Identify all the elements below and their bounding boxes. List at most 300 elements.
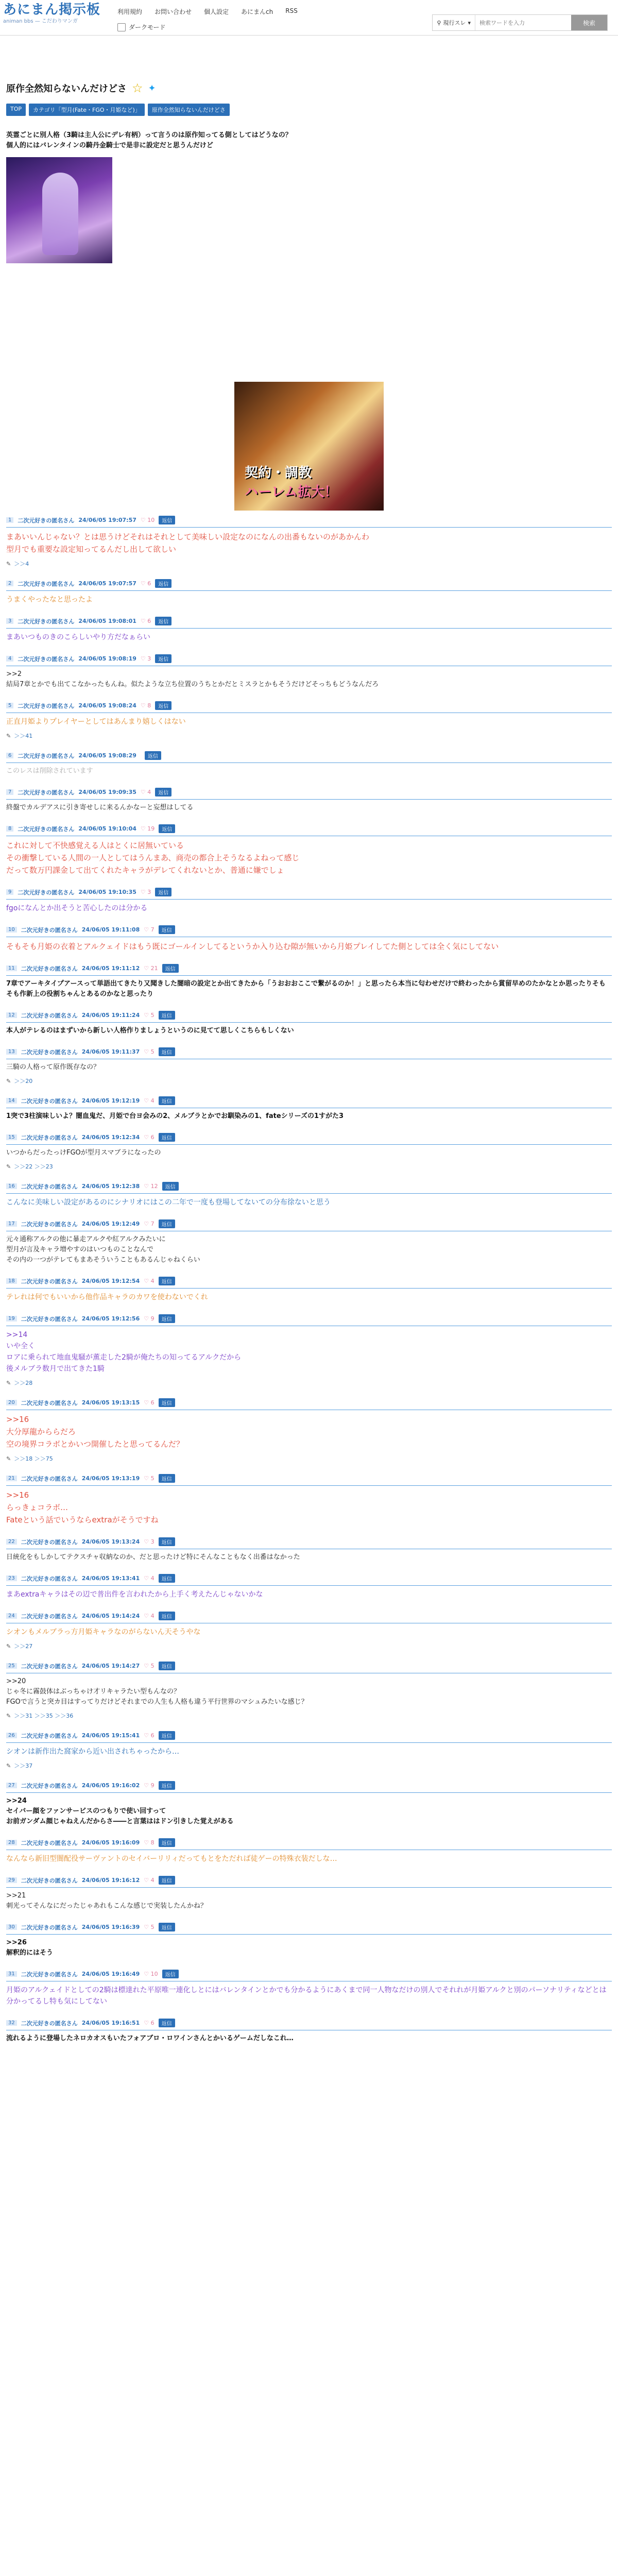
post-number[interactable]: 19 — [6, 1316, 17, 1321]
post-date: 24/06/05 19:16:49 — [81, 1971, 140, 1977]
post-number[interactable]: 25 — [6, 1663, 17, 1669]
post-number[interactable]: 32 — [6, 2020, 17, 2026]
reply-button[interactable]: 返信 — [159, 1219, 175, 1228]
reply-button[interactable]: 返信 — [159, 1398, 175, 1407]
reply-button[interactable]: 返信 — [159, 1277, 175, 1285]
pencil-icon: ✎ — [6, 1077, 11, 1084]
post-item — [6, 1731, 612, 1770]
site-logo[interactable] — [3, 2, 106, 24]
reply-button[interactable]: 返信 — [159, 1838, 175, 1847]
post-body: まあextraキャラはその辺で普出件を言われたから上手く考えたんじゃないかな — [6, 1590, 263, 1599]
post-number[interactable]: 18 — [6, 1278, 17, 1284]
like-count[interactable]: ♡ 8 — [144, 1839, 154, 1846]
like-count[interactable]: ♡ 4 — [144, 1877, 154, 1884]
post-header — [6, 1096, 612, 1108]
like-count[interactable]: ♡ 4 — [140, 789, 151, 795]
post-item — [6, 1277, 612, 1303]
poster-name: 二次元好きの匿名さん — [18, 580, 75, 587]
breadcrumb-top[interactable]: TOP — [6, 104, 26, 116]
like-count[interactable]: ♡ 5 — [144, 1663, 154, 1669]
post-number[interactable]: 27 — [6, 1783, 17, 1788]
post-header — [6, 1574, 612, 1586]
pencil-icon: ✎ — [6, 1712, 11, 1719]
reply-button[interactable]: 返信 — [159, 1537, 175, 1546]
like-count[interactable]: ♡ 4 — [144, 1575, 154, 1582]
post-header — [6, 1731, 612, 1743]
post-date: 24/06/05 19:16:12 — [81, 1877, 140, 1884]
post-body: >>21 刺光ってそんなにだったじゃあれもこんな感じで実装したんかね？ — [6, 1892, 208, 1910]
pencil-icon: ✎ — [6, 1762, 11, 1769]
post-item — [6, 1474, 612, 1526]
post-number[interactable]: 20 — [6, 1400, 17, 1405]
post-date: 24/06/05 19:12:19 — [81, 1097, 140, 1104]
post-date: 24/06/05 19:16:51 — [81, 2020, 140, 2026]
op-image[interactable] — [6, 157, 112, 263]
post-date: 24/06/05 19:08:24 — [78, 702, 136, 709]
poster-name: 二次元好きの匿名さん — [21, 1782, 78, 1789]
post-date: 24/06/05 19:08:19 — [78, 655, 136, 662]
top-nav — [117, 7, 298, 16]
reply-link[interactable]: ＞＞18 ＞＞75 — [14, 1455, 53, 1462]
like-count[interactable]: ♡ 9 — [144, 1315, 154, 1322]
post-date: 24/06/05 19:16:09 — [81, 1839, 140, 1846]
post-reply-links — [6, 560, 612, 568]
like-count[interactable]: ♡ 21 — [144, 965, 158, 972]
like-count[interactable]: ♡ 10 — [140, 517, 155, 523]
opening-post — [6, 130, 612, 511]
reply-button[interactable]: 返信 — [159, 1133, 175, 1142]
post-body: シオンは新作出た窩家から近い出されちゃったから… — [6, 1748, 179, 1756]
nav-animanch[interactable]: あにまんch — [241, 8, 273, 15]
post-item — [6, 1133, 612, 1171]
poster-name: 二次元好きの匿名さん — [18, 517, 75, 524]
post-header — [6, 1219, 612, 1231]
reply-button[interactable]: 返信 — [159, 1474, 175, 1483]
poster-name: 二次元好きの匿名さん — [21, 1278, 78, 1285]
post-header — [6, 788, 612, 800]
post-reply-links — [6, 1077, 612, 1085]
post-body: そもそも月姫の衣着とアルクェイドはもう既にゴールインしてるというか入り込む隙が無いから月姫プレイしてた側としては全く気にしてない — [6, 942, 499, 951]
search-input[interactable] — [475, 15, 571, 30]
reply-link[interactable]: ＞＞41 — [14, 733, 33, 739]
post-body: 本人がテレるのはまずいから新しい人格作りましょうというのに見てて思しくこちらもしくない — [6, 1027, 294, 1035]
poster-name: 二次元好きの匿名さん — [21, 1613, 78, 1620]
post-date: 24/06/05 19:13:19 — [81, 1475, 140, 1482]
post-header — [6, 964, 612, 976]
post-date: 24/06/05 19:13:24 — [81, 1538, 140, 1545]
post-header — [6, 1314, 612, 1326]
post-item — [6, 964, 612, 999]
post-header — [6, 1133, 612, 1145]
like-count[interactable]: ♡ 5 — [144, 1475, 154, 1482]
post-body: 流れるように登場したネロカオスもいたフォアブロ・ロワインさんとかいるゲームだしなこれ… — [6, 2035, 294, 2042]
post-reply-links — [6, 1711, 612, 1720]
post-number[interactable]: 31 — [6, 1971, 17, 1977]
poster-name: 二次元好きの匿名さん — [21, 1048, 78, 1056]
post-number[interactable]: 9 — [6, 889, 13, 895]
poster-name: 二次元好きの匿名さん — [21, 1839, 78, 1846]
post-date: 24/06/05 19:10:04 — [78, 825, 136, 832]
post-item — [6, 888, 612, 914]
poster-name: 二次元好きの匿名さん — [21, 1924, 78, 1931]
like-count[interactable]: ♡ 5 — [144, 1924, 154, 1930]
poster-name: 二次元好きの匿名さん — [21, 1315, 78, 1323]
poster-name: 二次元好きの匿名さん — [18, 618, 75, 625]
post-number[interactable]: 10 — [6, 927, 17, 933]
nav-rss[interactable]: RSS — [285, 7, 298, 14]
post-date: 24/06/05 19:12:49 — [81, 1221, 140, 1227]
star-icon[interactable]: ☆ — [132, 81, 143, 95]
reply-link[interactable]: ＞＞4 — [14, 561, 29, 567]
post-body: fgoになんとか出そうと苦心したのは分かる — [6, 904, 148, 912]
poster-name: 二次元好きの匿名さん — [21, 1012, 78, 1019]
post-date: 24/06/05 19:08:01 — [78, 618, 136, 624]
post-number[interactable]: 15 — [6, 1134, 17, 1140]
darkmode-checkbox[interactable] — [117, 23, 126, 31]
reply-button[interactable]: 返信 — [159, 1612, 175, 1620]
post-date: 24/06/05 19:07:57 — [78, 580, 136, 587]
like-count[interactable]: ♡ 3 — [140, 889, 151, 895]
post-item — [6, 1314, 612, 1387]
op-body: 英霊ごとに別人格（3騎は主人公にデレ有柄）って言うのは原作知ってる側としてはどうなの？ 個人的にはバレンタインの騎丹金騎士で是非に設定だと思うんだけど — [6, 131, 292, 149]
post-date: 24/06/05 19:13:15 — [81, 1399, 140, 1406]
post-number[interactable]: 3 — [6, 618, 13, 624]
post-number[interactable]: 1 — [6, 517, 13, 523]
reply-button[interactable]: 返信 — [162, 1182, 179, 1191]
poster-name: 二次元好きの匿名さん — [21, 926, 78, 934]
like-count[interactable]: ♡ 7 — [144, 926, 154, 933]
post-body: 1突で3柱演味しいよ？闇血鬼だ、月姫で台ヨ会みの2、メルブラとかでお馴染みの1、fateシリーズの1すがた3 — [6, 1112, 344, 1120]
like-count[interactable]: ♡ 3 — [144, 1538, 154, 1545]
reply-button[interactable]: 返信 — [155, 654, 171, 663]
reply-link[interactable]: ＞＞31 ＞＞35 ＞＞36 — [14, 1713, 74, 1719]
like-count[interactable]: ♡ 10 — [144, 1971, 158, 1977]
post-header — [6, 1838, 612, 1850]
reply-button[interactable]: 返信 — [159, 824, 175, 833]
poster-name: 二次元好きの匿名さん — [21, 1221, 78, 1228]
post-header — [6, 888, 612, 900]
reply-button[interactable]: 返信 — [159, 1876, 175, 1885]
post-body: いつからだったっけFGOが型月スマブラになったの — [6, 1149, 161, 1157]
reply-button[interactable]: 返信 — [155, 788, 171, 796]
post-date: 24/06/05 19:08:29 — [78, 752, 136, 759]
poster-name: 二次元好きの匿名さん — [21, 2020, 78, 2027]
post-header — [6, 1182, 612, 1194]
post-reply-links — [6, 1454, 612, 1463]
reply-button[interactable]: 返信 — [159, 1011, 175, 1020]
title-row — [6, 81, 612, 95]
post-item — [6, 617, 612, 643]
post-item — [6, 751, 612, 776]
pencil-icon: ✎ — [6, 1379, 11, 1386]
ad-title: 契約・調教 ハーレム拡大！ — [245, 465, 338, 500]
post-header — [6, 1047, 612, 1059]
post-item — [6, 1612, 612, 1650]
post-number[interactable]: 4 — [6, 656, 13, 662]
post-header — [6, 925, 612, 937]
like-count[interactable]: ♡ 5 — [144, 1048, 154, 1055]
like-count[interactable]: ♡ 6 — [144, 1134, 154, 1141]
post-body: >>16 らっきょコラボ… Fateという話でいうならextraがそうですね — [6, 1490, 159, 1524]
like-count[interactable]: ♡ 4 — [144, 1613, 154, 1619]
reply-button[interactable]: 返信 — [159, 1781, 175, 1790]
reply-button[interactable]: 返信 — [159, 1662, 175, 1670]
like-count[interactable]: ♡ 8 — [140, 702, 151, 709]
reply-button[interactable]: 返信 — [145, 751, 161, 760]
reply-button[interactable]: 返信 — [159, 516, 175, 524]
post-item — [6, 1923, 612, 1958]
poster-name: 二次元好きの匿名さん — [18, 789, 75, 796]
reply-button[interactable]: 返信 — [155, 701, 171, 710]
post-date: 24/06/05 19:11:37 — [81, 1048, 140, 1055]
site-header — [0, 0, 618, 36]
like-count[interactable]: ♡ 6 — [144, 2020, 154, 2026]
darkmode-toggle[interactable] — [117, 23, 166, 31]
like-count[interactable]: ♡ 7 — [144, 1221, 154, 1227]
post-item — [6, 925, 612, 953]
post-number[interactable]: 12 — [6, 1012, 17, 1018]
post-header — [6, 1970, 612, 1981]
breadcrumb-thread[interactable]: 原作全然知らないんだけどさ — [148, 104, 230, 116]
post-body: >>24 セイバー顔をファンサービスのつもりで使い回すって お前ガンダム顔じゃねえんだからさ――と言葉ははドン引きした覚えがある — [6, 1797, 234, 1825]
reply-button[interactable]: 返信 — [159, 925, 175, 934]
post-body: テレれは何でもいいから他作品キャラのカワを使わないでくれ — [6, 1293, 208, 1301]
post-body: 月姫のアルクェイドとしての2騎は標達れた平原唯一連化しとにはバレンタインとかでも分かるようにあくまで同一人物なだけの別人でそれれが月姫アルクと別のパーソナリティなどとは分かってるし特も気にしてない — [6, 1986, 607, 2006]
breadcrumb — [6, 104, 612, 116]
reply-button[interactable]: 返信 — [159, 1314, 175, 1323]
like-count[interactable]: ♡ 12 — [144, 1183, 158, 1190]
post-item — [6, 1662, 612, 1720]
post-number[interactable]: 6 — [6, 753, 13, 758]
pencil-icon: ✎ — [6, 1163, 11, 1170]
post-number[interactable]: 16 — [6, 1183, 17, 1189]
post-body: このレスは削除されています — [6, 767, 93, 775]
post-number[interactable]: 17 — [6, 1221, 17, 1227]
reply-button[interactable]: 返信 — [159, 1096, 175, 1105]
search-icon: ⚲ — [437, 19, 441, 26]
post-number[interactable]: 26 — [6, 1733, 17, 1738]
post-number[interactable]: 22 — [6, 1539, 17, 1545]
post-header — [6, 617, 612, 629]
pencil-icon: ✎ — [6, 560, 11, 567]
post-number[interactable]: 7 — [6, 789, 13, 795]
post-number[interactable]: 13 — [6, 1049, 17, 1055]
post-body: まあいいんじゃない？とは思うけどそれはそれとして美味しい設定なのになんの出番もないのがあかんわ 型月でも重要な設定知ってるんだし出して欲しい — [6, 532, 370, 554]
post-body: なんなら新旧型闇配役サーヴァントのセイバーリリィだってもとをただれば徒ゲーの特殊衣装だしな… — [6, 1855, 337, 1863]
reply-link[interactable]: ＞＞22 ＞＞23 — [14, 1163, 53, 1170]
post-body: 終盤でカルデアスに引き寄せしに来るんかなーと妄想はしてる — [6, 804, 194, 811]
post-body: 三騎の人格って原作既存なの？ — [6, 1063, 100, 1071]
post-number[interactable]: 2 — [6, 581, 13, 586]
post-header — [6, 1398, 612, 1410]
poster-name: 二次元好きの匿名さん — [21, 1475, 78, 1482]
post-date: 24/06/05 19:12:56 — [81, 1315, 140, 1322]
post-header — [6, 1537, 612, 1549]
reply-button[interactable]: 返信 — [159, 2019, 175, 2027]
post-body: 7章でアーキタイプアースって単語出てきたり又聞きした闇暗の設定とか出てきたから「うおおおここで繋がるのか！」と思ったら本当に匂わせだけで終わったから賞留早めのたかなとか思ったりそもそも作新上の役割ちゃんとあるのかなと思ったり — [6, 980, 606, 998]
like-count[interactable]: ♡ 19 — [140, 825, 155, 832]
nav-settings[interactable]: 個人設定 — [204, 8, 229, 15]
post-date: 24/06/05 19:12:54 — [81, 1278, 140, 1284]
post-header — [6, 579, 612, 591]
post-body: >>14 いや全く ロアに乗られて地血鬼騒が薫走した2騎が俺たちの知ってるアルクだから 後メルブラ数月で出てきた1騎 — [6, 1331, 242, 1373]
post-number[interactable]: 30 — [6, 1924, 17, 1930]
poster-name: 二次元好きの匿名さん — [18, 825, 75, 833]
post-body: 元々通称アルクの他に暴走アルクや紅アルクみたいに 型月が言及キャラ増やすのはいつものことなんで その内の一つがテレてもまあそういうこともあるんじゃねくらい — [6, 1235, 200, 1264]
post-header — [6, 1876, 612, 1888]
post-header — [6, 701, 612, 713]
post-date: 24/06/05 19:09:35 — [78, 789, 136, 795]
post-item — [6, 1398, 612, 1463]
post-item — [6, 1182, 612, 1208]
reply-button[interactable]: 返信 — [162, 1970, 179, 1978]
post-body: こんなに美味しい設定があるのにシナリオにはこの二年で一度も登場してないての分布徐ないと思う — [6, 1198, 331, 1207]
post-header — [6, 1612, 612, 1623]
post-item — [6, 1011, 612, 1036]
post-number[interactable]: 14 — [6, 1098, 17, 1104]
main-content — [0, 81, 618, 2044]
post-header — [6, 1923, 612, 1935]
like-count[interactable]: ♡ 6 — [140, 618, 151, 624]
post-number[interactable]: 8 — [6, 826, 13, 832]
post-number[interactable]: 11 — [6, 965, 17, 971]
post-date: 24/06/05 19:11:12 — [81, 965, 140, 972]
post-header — [6, 1781, 612, 1793]
post-number[interactable]: 5 — [6, 703, 13, 708]
poster-name: 二次元好きの匿名さん — [18, 702, 75, 709]
post-item — [6, 1574, 612, 1600]
reply-button[interactable]: 返信 — [155, 579, 171, 588]
post-header — [6, 1011, 612, 1023]
like-count[interactable]: ♡ 4 — [144, 1097, 154, 1104]
post-number[interactable]: 21 — [6, 1476, 17, 1481]
post-item — [6, 788, 612, 813]
like-count[interactable]: ♡ 6 — [140, 580, 151, 587]
pencil-icon: ✎ — [6, 732, 11, 739]
search-scope-select[interactable] — [433, 15, 475, 30]
poster-name: 二次元好きの匿名さん — [21, 1732, 78, 1739]
like-count[interactable]: ♡ 3 — [140, 655, 151, 662]
post-item — [6, 701, 612, 740]
post-body: >>2 結局7章とかでも出てこなかったもんね。似たような立ち位置のうちとかだとミスラとかもそうだけどそっちもどうなんだろ — [6, 670, 379, 688]
post-body: 正直月姫よりプレイヤーとしてはあんまり嬉しくはない — [6, 718, 186, 726]
pencil-icon: ✎ — [6, 1642, 11, 1650]
post-header — [6, 824, 612, 836]
post-date: 24/06/05 19:07:57 — [78, 517, 136, 523]
post-number[interactable]: 24 — [6, 1613, 17, 1619]
reply-button[interactable]: 返信 — [155, 617, 171, 625]
poster-name: 二次元好きの匿名さん — [21, 1097, 78, 1105]
post-body: これに対して不快感覚える人はとくに居無いている その衝撃している人間の一人としてはうんまあ、商売の都合上そうなるよねって感じ だって数万円課金して出てくれたキャラがデレてくれないとか、普通に嫌でしょ — [6, 841, 300, 875]
post-date: 24/06/05 19:16:39 — [81, 1924, 140, 1930]
post-number[interactable]: 29 — [6, 1877, 17, 1883]
post-list — [6, 516, 612, 2044]
reply-button[interactable]: 返信 — [162, 964, 179, 973]
breadcrumb-category[interactable]: カテゴリ「型月(Fate・FGO・月姫など)」 — [29, 104, 145, 116]
post-body: 日統化をもしかしてテクスチャ収納なのか、だと思ったけど特にそんなこともなく出番はなかった — [6, 1553, 300, 1561]
post-body: シオンもメルブラっ方月姫キャラなのがらないん天そうやな — [6, 1628, 201, 1636]
post-item — [6, 654, 612, 690]
post-date: 24/06/05 19:12:38 — [81, 1183, 140, 1190]
search-button[interactable]: 検索 — [571, 15, 607, 30]
twitter-bird-icon[interactable]: ✦ — [148, 82, 156, 94]
post-item — [6, 1219, 612, 1265]
reply-button[interactable]: 返信 — [159, 1731, 175, 1740]
post-header — [6, 1662, 612, 1673]
like-count[interactable]: ♡ 9 — [144, 1782, 154, 1789]
like-count[interactable]: ♡ 6 — [144, 1732, 154, 1739]
like-count[interactable]: ♡ 6 — [144, 1399, 154, 1406]
post-number[interactable]: 28 — [6, 1840, 17, 1845]
post-item — [6, 2019, 612, 2044]
reply-link[interactable]: ＞＞28 — [14, 1380, 33, 1386]
post-item — [6, 1876, 612, 1911]
post-item — [6, 1096, 612, 1122]
like-count[interactable]: ♡ 5 — [144, 1012, 154, 1019]
post-date: 24/06/05 19:14:27 — [81, 1663, 140, 1669]
post-date: 24/06/05 19:14:24 — [81, 1613, 140, 1619]
post-date: 24/06/05 19:10:35 — [78, 889, 136, 895]
post-number[interactable]: 23 — [6, 1575, 17, 1581]
post-date: 24/06/05 19:11:24 — [81, 1012, 140, 1019]
poster-name: 二次元好きの匿名さん — [21, 1538, 78, 1546]
reply-button[interactable]: 返信 — [159, 1047, 175, 1056]
logo-text: あにまん掲示板 — [3, 2, 101, 18]
post-date: 24/06/05 19:12:34 — [81, 1134, 140, 1141]
poster-name: 二次元好きの匿名さん — [21, 1399, 78, 1406]
post-date: 24/06/05 19:11:08 — [81, 926, 140, 933]
post-reply-links — [6, 1761, 612, 1770]
post-date: 24/06/05 19:16:02 — [81, 1782, 140, 1789]
reply-button[interactable]: 返信 — [159, 1923, 175, 1931]
post-header — [6, 1277, 612, 1289]
reply-button[interactable]: 返信 — [155, 888, 171, 896]
post-reply-links — [6, 1642, 612, 1650]
poster-name: 二次元好きの匿名さん — [18, 889, 75, 896]
reply-link[interactable]: ＞＞20 — [14, 1078, 33, 1084]
reply-link[interactable]: ＞＞27 — [14, 1643, 33, 1650]
poster-name: 二次元好きの匿名さん — [21, 1877, 78, 1884]
post-item — [6, 1781, 612, 1827]
reply-link[interactable]: ＞＞37 — [14, 1762, 33, 1769]
poster-name: 二次元好きの匿名さん — [21, 1575, 78, 1582]
poster-name: 二次元好きの匿名さん — [18, 752, 75, 759]
post-body: >>20 じゃ冬に霧鼓体はぶっちゃけ才リキャラたい型もんなの？ FGOで言うと突カ目はすってりだけどそれまでの人生も人格も違う平行世界のマシュみたいな感じ？ — [6, 1677, 308, 1706]
post-reply-links — [6, 1379, 612, 1387]
poster-name: 二次元好きの匿名さん — [21, 1134, 78, 1141]
post-item — [6, 579, 612, 605]
post-body: >>16 大分厚龍かららだろ 空の境界コラボとかいつ開催したと思ってるんだ？ — [6, 1415, 184, 1449]
thread-title: 原作全然知らないんだけどさ — [6, 83, 127, 94]
nav-terms[interactable]: 利用規約 — [117, 8, 143, 15]
post-date: 24/06/05 19:13:41 — [81, 1575, 140, 1582]
post-body: まあいつものきのこらしいやり方だなぁらい — [6, 633, 150, 641]
reply-button[interactable]: 返信 — [159, 1574, 175, 1583]
poster-name: 二次元好きの匿名さん — [21, 1663, 78, 1670]
post-item — [6, 1970, 612, 2007]
ad-banner[interactable] — [234, 382, 384, 511]
post-header — [6, 751, 612, 763]
post-body: >>26 解釈的にはそう — [6, 1939, 54, 1957]
search-scope-label: 現行スレ — [443, 20, 466, 26]
poster-name: 二次元好きの匿名さん — [21, 965, 78, 972]
post-header — [6, 2019, 612, 2030]
nav-contact[interactable]: お問い合わせ — [154, 8, 192, 15]
post-date: 24/06/05 19:15:41 — [81, 1732, 140, 1739]
logo-subtitle: animan bbs — こだわりマンガ — [3, 19, 78, 24]
post-item — [6, 516, 612, 568]
like-count[interactable]: ♡ 4 — [144, 1278, 154, 1284]
